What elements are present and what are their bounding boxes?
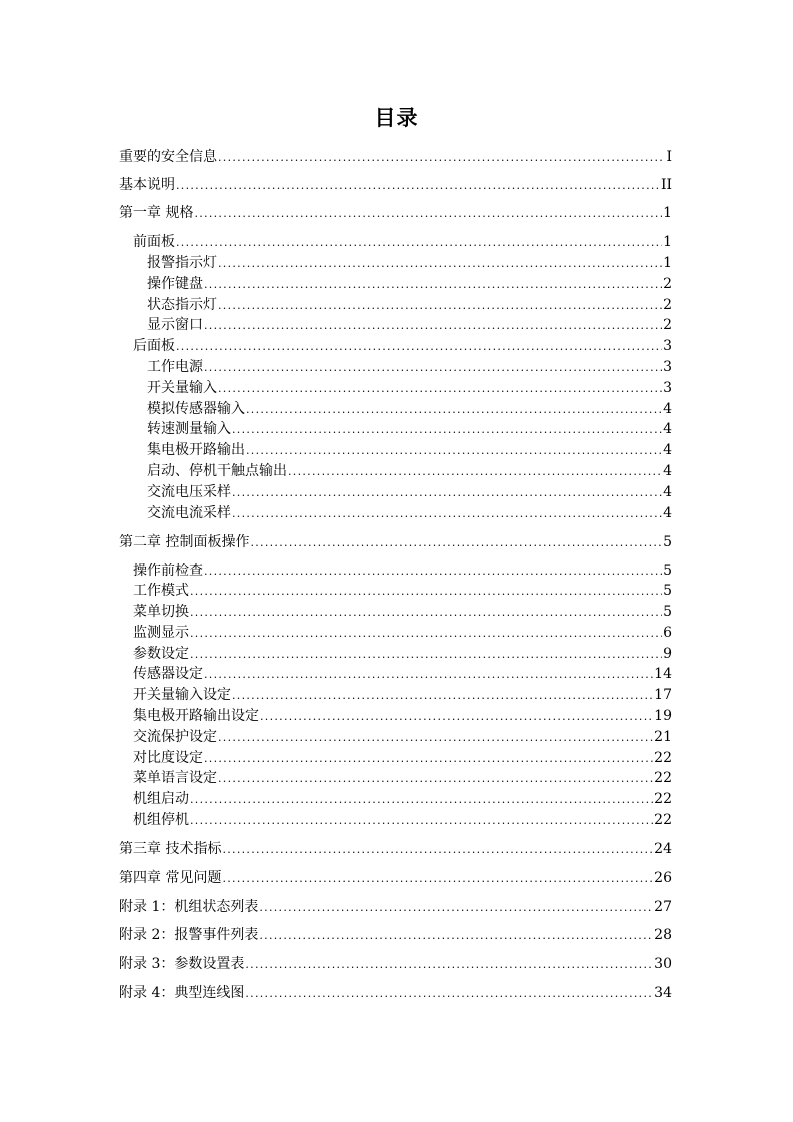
dot-leader: [190, 644, 662, 664]
toc-entry[interactable]: [147, 357, 672, 377]
toc-entry[interactable]: [133, 748, 672, 768]
dot-leader: [190, 789, 653, 809]
toc-entry-label: 交流电压采样: [147, 484, 231, 500]
toc-entry[interactable]: [133, 581, 672, 601]
toc-entry[interactable]: [133, 602, 672, 622]
toc-entry[interactable]: [119, 983, 672, 1003]
toc-page-number: 3: [663, 380, 672, 396]
dot-leader: [176, 336, 662, 356]
toc-page-number: 22: [654, 750, 672, 766]
dot-leader: [218, 378, 662, 398]
dot-leader: [204, 561, 662, 581]
toc-entry[interactable]: [147, 440, 672, 460]
toc-entry[interactable]: [119, 532, 672, 552]
toc-page-number: 5: [663, 534, 672, 550]
toc-page-number: 3: [663, 338, 672, 354]
dot-leader: [222, 868, 653, 888]
toc-entry-label: 附录 1：机组状态列表: [119, 899, 259, 915]
dot-leader: [222, 839, 653, 859]
toc-entry[interactable]: [119, 925, 672, 945]
dot-leader: [259, 897, 653, 917]
toc-page-number: 4: [663, 505, 672, 521]
dot-leader: [190, 581, 662, 601]
toc-entry-label: 集电极开路输出设定: [133, 708, 259, 724]
dot-leader: [246, 399, 662, 419]
toc-page-number: 5: [663, 604, 672, 620]
toc-page-number: 1: [663, 205, 672, 221]
dot-leader: [176, 232, 662, 252]
toc-entry-label: 对比度设定: [133, 750, 203, 766]
toc-entry[interactable]: [147, 419, 672, 439]
toc-page-number: 4: [663, 401, 672, 417]
toc-page-number: 17: [654, 687, 672, 703]
toc-entry-label: 第二章 控制面板操作: [119, 534, 250, 550]
toc-page-number: 1: [663, 255, 672, 271]
toc-entry[interactable]: [119, 954, 672, 974]
dot-leader: [245, 954, 653, 974]
toc-entry-label: 操作前检查: [133, 563, 203, 579]
toc-entry[interactable]: [133, 768, 672, 788]
toc-page-number: 22: [654, 770, 672, 786]
toc-entry[interactable]: [133, 336, 672, 356]
toc-page-number: 4: [663, 484, 672, 500]
toc-page-number: 22: [654, 791, 672, 807]
dot-leader: [232, 419, 662, 439]
toc-page-number: 22: [654, 812, 672, 828]
toc-entry-label: 传感器设定: [133, 666, 203, 682]
dot-leader: [204, 315, 662, 335]
dot-leader: [176, 175, 660, 195]
toc-page-number: 14: [654, 666, 672, 682]
toc-page-number: 4: [663, 442, 672, 458]
toc-entry-label: 第三章 技术指标: [119, 841, 222, 857]
dot-leader: [190, 602, 662, 622]
toc-entry[interactable]: [133, 810, 672, 830]
dot-leader: [194, 203, 662, 223]
toc-page-number: 9: [663, 646, 672, 662]
toc-entry-label: 附录 3：参数设置表: [119, 956, 245, 972]
toc-page-number: 4: [663, 421, 672, 437]
toc-page-number: 26: [654, 870, 672, 886]
toc-entry-label: 重要的安全信息: [119, 149, 217, 165]
toc-entry[interactable]: [119, 897, 672, 917]
dot-leader: [218, 147, 665, 167]
toc-entry-label: 监测显示: [133, 625, 189, 641]
toc-page-number: 30: [654, 956, 672, 972]
toc-entry-label: 附录 4：典型连线图: [119, 985, 245, 1001]
toc-entry-label: 显示窗口: [147, 317, 203, 333]
toc-entry-label: 状态指示灯: [147, 297, 217, 313]
toc-entry[interactable]: [133, 685, 672, 705]
toc-entry-label: 机组停机: [133, 812, 189, 828]
dot-leader: [232, 482, 662, 502]
toc-entry-label: 开关量输入设定: [133, 687, 231, 703]
toc-entry-label: 交流电流采样: [147, 505, 231, 521]
toc-page-number: 34: [654, 985, 672, 1001]
page-title: 目录: [374, 106, 419, 130]
toc-page-number: 2: [663, 297, 672, 313]
toc-entry[interactable]: [119, 175, 672, 195]
toc-entry-label: 工作电源: [147, 359, 203, 375]
toc-entry[interactable]: [133, 623, 672, 643]
toc-page-number: 19: [654, 708, 672, 724]
toc-entry-label: 集电极开路输出: [147, 442, 245, 458]
toc-entry[interactable]: [147, 274, 672, 294]
dot-leader: [204, 274, 662, 294]
toc-page-number: 5: [663, 583, 672, 599]
toc-entry[interactable]: [133, 664, 672, 684]
dot-leader: [250, 532, 662, 552]
dot-leader: [204, 664, 653, 684]
dot-leader: [218, 253, 662, 273]
toc-entry-label: 后面板: [133, 338, 175, 354]
toc-page-number: 4: [663, 463, 672, 479]
dot-leader: [218, 768, 653, 788]
toc-entry-label: 菜单切换: [133, 604, 189, 620]
dot-leader: [190, 623, 662, 643]
toc-entry[interactable]: [133, 789, 672, 809]
dot-leader: [260, 706, 653, 726]
dot-leader: [288, 461, 662, 481]
toc-entry-label: 工作模式: [133, 583, 189, 599]
dot-leader: [232, 503, 662, 523]
toc-page-number: 24: [654, 841, 672, 857]
toc-entry[interactable]: [147, 253, 672, 273]
toc-page-number: 2: [663, 276, 672, 292]
dot-leader: [218, 295, 662, 315]
toc-page-number: II: [660, 177, 672, 193]
toc-page-number: I: [666, 149, 672, 165]
toc-entry-label: 第一章 规格: [119, 205, 194, 221]
toc-entry[interactable]: [147, 482, 672, 502]
toc-entry-label: 报警指示灯: [147, 255, 217, 271]
toc-entry-label: 交流保护设定: [133, 729, 217, 745]
dot-leader: [218, 727, 653, 747]
toc-entry[interactable]: [133, 706, 672, 726]
toc-page-number: 28: [654, 927, 672, 943]
toc-entry-label: 启动、停机干触点输出: [147, 463, 287, 479]
toc-entry[interactable]: [119, 147, 672, 167]
toc-entry-label: 菜单语言设定: [133, 770, 217, 786]
toc-entry[interactable]: [147, 503, 672, 523]
toc-entry[interactable]: [147, 295, 672, 315]
toc-page-number: 1: [663, 234, 672, 250]
toc-entry-label: 操作键盘: [147, 276, 203, 292]
toc-page-number: 27: [654, 899, 672, 915]
toc-entry-label: 前面板: [133, 234, 175, 250]
dot-leader: [190, 810, 653, 830]
toc-entry-label: 第四章 常见问题: [119, 870, 222, 886]
toc-page-number: 6: [663, 625, 672, 641]
toc-entry-label: 附录 2：报警事件列表: [119, 927, 259, 943]
toc-entry[interactable]: [133, 561, 672, 581]
toc-entry-label: 开关量输入: [147, 380, 217, 396]
toc-entry-label: 模拟传感器输入: [147, 401, 245, 417]
dot-leader: [246, 440, 662, 460]
toc-entry[interactable]: [119, 839, 672, 859]
toc-entry-label: 基本说明: [119, 177, 175, 193]
toc-page-number: 5: [663, 563, 672, 579]
toc-entry-label: 参数设定: [133, 646, 189, 662]
toc-entry[interactable]: [147, 315, 672, 335]
dot-leader: [204, 748, 653, 768]
dot-leader: [245, 983, 653, 1003]
dot-leader: [259, 925, 653, 945]
toc-page-number: 3: [663, 359, 672, 375]
toc-entry[interactable]: [133, 727, 672, 747]
toc-entry[interactable]: [147, 399, 672, 419]
dot-leader: [204, 357, 662, 377]
toc-entry-label: 机组启动: [133, 791, 189, 807]
toc-page-number: 2: [663, 317, 672, 333]
toc-entry[interactable]: [133, 232, 672, 252]
toc-entry-label: 转速测量输入: [147, 421, 231, 437]
toc-entry[interactable]: [147, 461, 672, 481]
toc-page-number: 21: [654, 729, 672, 745]
toc-entry[interactable]: [119, 868, 672, 888]
dot-leader: [232, 685, 653, 705]
toc-entry[interactable]: [147, 378, 672, 398]
toc-entry[interactable]: [119, 203, 672, 223]
toc-entry[interactable]: [133, 644, 672, 664]
